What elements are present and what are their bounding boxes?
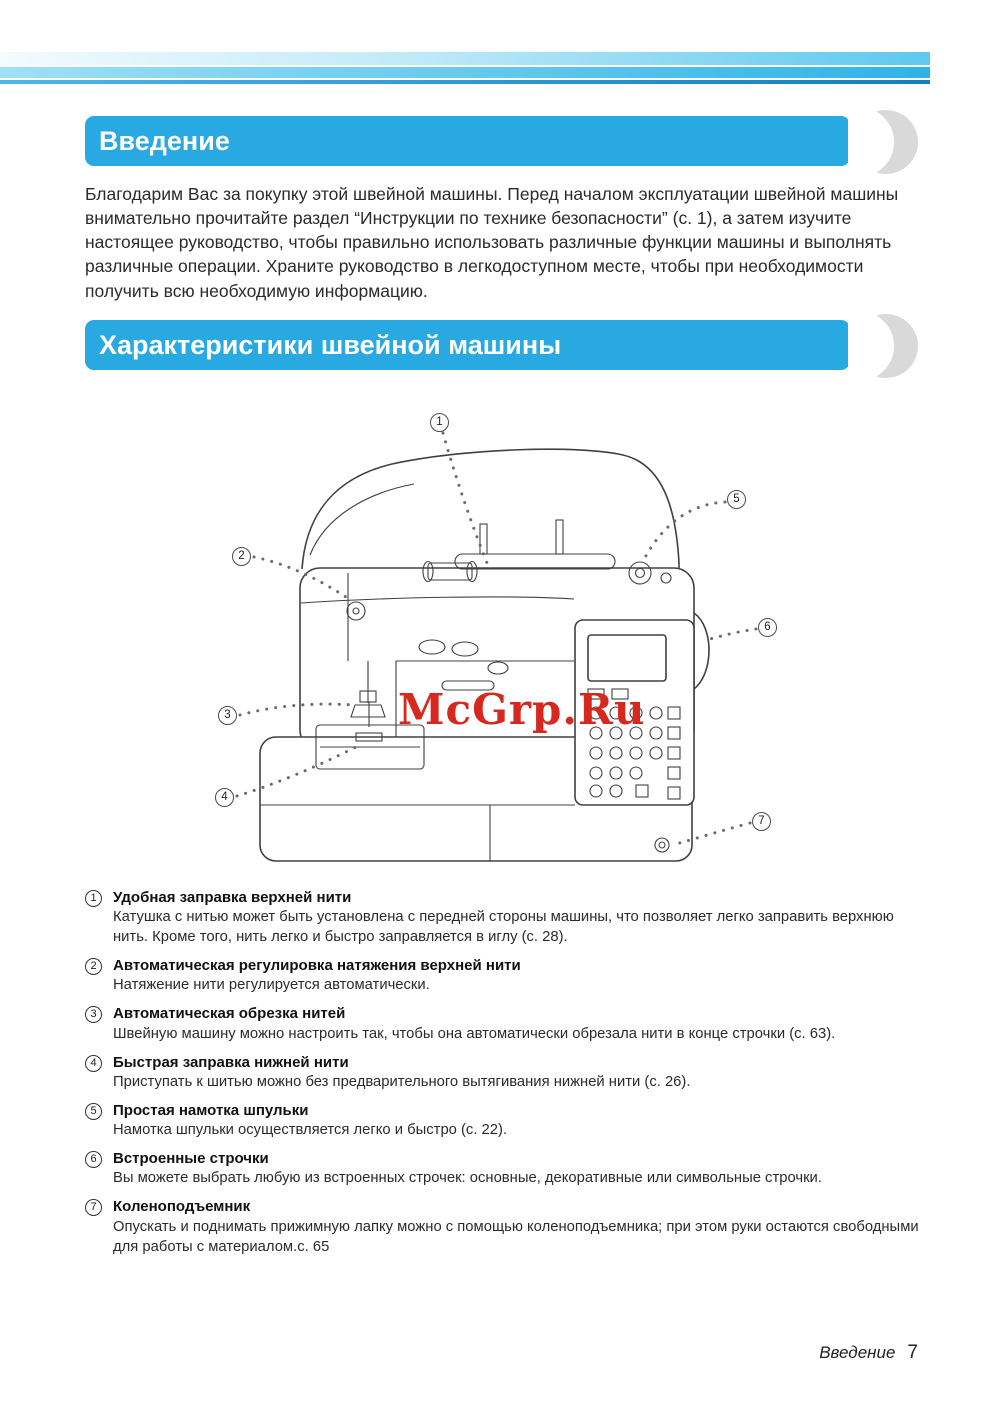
feature-title: Встроенные строчки bbox=[113, 1150, 269, 1168]
section-header-features: Характеристики швейной машины bbox=[85, 320, 850, 370]
feature-item-2 bbox=[85, 956, 923, 996]
sewing-machine-illustration bbox=[160, 405, 820, 875]
callout-number-4: 4 bbox=[215, 788, 234, 807]
feature-title: Удобная заправка верхней нити bbox=[113, 889, 352, 906]
feature-number: 3 bbox=[85, 1006, 102, 1023]
feature-body: Натяжение нити регулируется автоматически. bbox=[113, 977, 430, 994]
feature-title: Коленоподъемник bbox=[113, 1198, 251, 1216]
crescent-decoration bbox=[848, 110, 920, 174]
crescent-decoration bbox=[848, 314, 920, 378]
footer-section-label: Введение bbox=[819, 1343, 896, 1362]
feature-body: Опускать и поднимать прижимную лапку можно с помощью коленоподъемника; при этом руки остаются свободными для работы с материалом.с. 65 bbox=[113, 1218, 919, 1255]
feature-number: 4 bbox=[85, 1055, 102, 1072]
feature-number: 5 bbox=[85, 1103, 102, 1120]
decorative-stripe-middle bbox=[0, 67, 930, 78]
feature-number: 7 bbox=[85, 1199, 102, 1216]
feature-item-5 bbox=[85, 1101, 923, 1141]
callout-number-6: 6 bbox=[758, 618, 777, 637]
feature-body: Вы можете выбрать любую из встроенных строчек: основные, декоративные или символьные строчки. bbox=[113, 1170, 822, 1187]
feature-item-1 bbox=[85, 888, 923, 948]
feature-body: Намотка шпульки осуществляется легко и быстро (с. 22). bbox=[113, 1122, 508, 1139]
feature-item-7 bbox=[85, 1197, 923, 1257]
footer-page-number: 7 bbox=[907, 1342, 918, 1363]
decorative-stripe-top bbox=[0, 52, 930, 65]
feature-number: 6 bbox=[85, 1151, 102, 1168]
decorative-stripe-bottom bbox=[0, 80, 930, 84]
callout-number-5: 5 bbox=[727, 490, 746, 509]
feature-number: 2 bbox=[85, 958, 102, 975]
callout-number-1: 1 bbox=[430, 413, 449, 432]
callout-number-2: 2 bbox=[232, 547, 251, 566]
callout-number-7: 7 bbox=[752, 812, 771, 831]
watermark-text: McGrp.Ru bbox=[398, 685, 646, 734]
features-list bbox=[85, 888, 923, 1265]
feature-item-3 bbox=[85, 1004, 923, 1044]
feature-number: 1 bbox=[85, 890, 102, 907]
feature-title: Автоматическая обрезка нитей bbox=[113, 1005, 346, 1023]
page-footer bbox=[0, 1342, 918, 1364]
section-header-intro: Введение bbox=[85, 116, 850, 166]
feature-title: Простая намотка шпульки bbox=[113, 1101, 309, 1119]
feature-item-6 bbox=[85, 1149, 923, 1189]
intro-paragraph: Благодарим Вас за покупку этой швейной машины. Перед началом эксплуатации швейной машины внимательно прочитайте раздел “Инструкции по технике безопасности” (с. 1), а затем изучите настоящее руководство, чтобы правильно использовать различные функции машины и выполнять различные операции. Храните руководство в легкодоступном месте, чтобы при необходимости получить всю необходимую информацию. bbox=[85, 184, 899, 301]
callout-number-3: 3 bbox=[218, 706, 237, 725]
feature-title: Быстрая заправка нижней нити bbox=[113, 1053, 349, 1071]
feature-body: Катушка с нитью может быть установлена с передней стороны машины, что позволяет легко заправить верхнюю нить. Кроме того, нить легко и быстро заправляется в иглу (с. 28). bbox=[113, 909, 894, 946]
feature-title: Автоматическая регулировка натяжения верхней нити bbox=[113, 957, 521, 975]
sewing-machine-diagram bbox=[160, 405, 820, 875]
feature-item-4 bbox=[85, 1053, 923, 1093]
feature-body: Приступать к шитью можно без предварительного вытягивания нижней нити (с. 26). bbox=[113, 1073, 691, 1090]
feature-body: Швейную машину можно настроить так, чтобы она автоматически обрезала нити в конце строчки (с. 63). bbox=[113, 1025, 836, 1042]
